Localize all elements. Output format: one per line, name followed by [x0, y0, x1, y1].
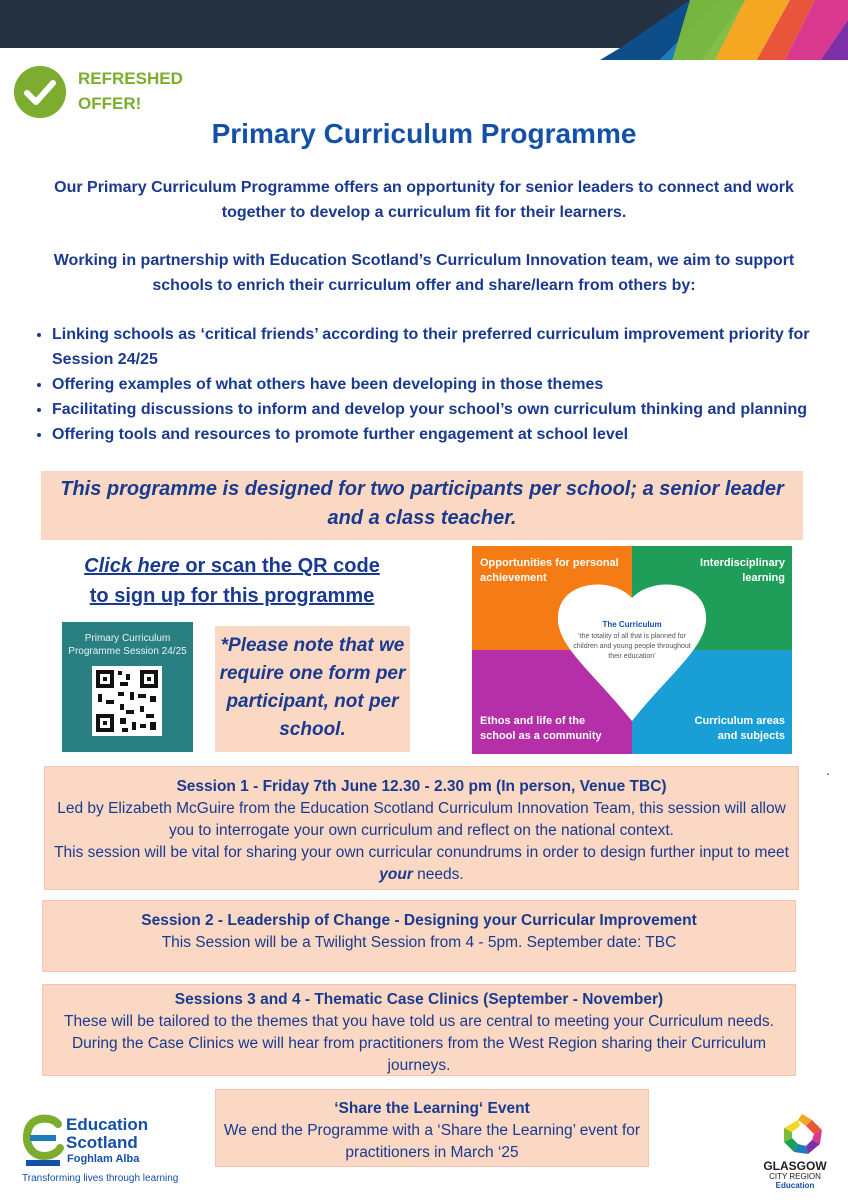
es-line-2: Scotland [66, 1133, 138, 1152]
signup-text [72, 551, 392, 611]
session-1-text-2 [45, 842, 798, 886]
wheel-label-bl: Ethos and life of the school as a community [480, 715, 602, 742]
session-1-text: Led by Elizabeth McGuire from the Education Scotland Curriculum Innovation Team, this session will allow you to interrogate your own curriculum and reflect on the national context. [57, 800, 786, 839]
gcr-line-1: GLASGOW [763, 1159, 827, 1173]
benefits-list [30, 322, 842, 447]
list-item: • Offering examples of what others have been developing in those themes [52, 372, 842, 397]
refreshed-offer-label [78, 66, 218, 116]
session-3-4-heading: Sessions 3 and 4 - Thematic Case Clinics (September - November) [174, 991, 664, 1008]
session-1-heading: Session 1 - Friday 7th June 12.30 - 2.30 pm (In person, Venue TBC) [176, 778, 667, 795]
education-scotland-name [66, 1116, 186, 1152]
stray-dot: . [826, 762, 830, 778]
header-stripe-bar [0, 0, 848, 60]
wheel-center-title: The Curriculum [602, 620, 662, 629]
es-gaelic-name: Foghlam Alba [67, 1153, 140, 1165]
form-note: *Please note that we require one form per participant, not per school. [215, 626, 410, 752]
badge-line-1: REFRESHED [78, 69, 183, 88]
session-2-heading: Session 2 - Leadership of Change - Designing your Curricular Improvement [141, 912, 697, 929]
qr-card-title: Primary Curriculum Programme Session 24/25 [68, 633, 187, 657]
intro-paragraph-1: Our Primary Curriculum Programme offers an opportunity for senior leaders to connect and work together to develop a curriculum fit for their learners. [54, 179, 794, 221]
badge-line-2: OFFER! [78, 94, 142, 113]
list-item: • Facilitating discussions to inform and develop your school’s own curriculum thinking and planning [52, 397, 842, 422]
wheel-label-br: Curriculum areas and subjects [694, 715, 785, 742]
page-title: Primary Curriculum Programme [211, 118, 637, 149]
share-learning-box [215, 1089, 649, 1167]
list-item: • Offering tools and resources to promote further engagement at school level [52, 422, 842, 447]
session-1-p2-end: needs. [412, 866, 464, 883]
session-2-box [42, 900, 796, 972]
session-2-text: This Session will be a Twilight Session from 4 - 5pm. September date: TBC [161, 934, 677, 951]
session-1-p2: This session will be vital for sharing your own curricular conundrums in order to design further input to meet [54, 844, 789, 861]
gcr-line-3: Education [775, 1181, 815, 1190]
education-scotland-logo-icon [22, 1114, 64, 1170]
wheel-center-text: ‘the totality of all that is planned for children and young people throughout their education’ [573, 633, 691, 660]
share-learning-text: We end the Programme with a ‘Share the Learning’ event for practitioners in March ‘25 [223, 1122, 641, 1161]
session-3-4-box [42, 984, 796, 1076]
wheel-label-tl: Opportunities for personal achievement [480, 557, 619, 584]
session-1-emphasis: your [379, 866, 413, 883]
session-1-box [44, 766, 799, 890]
glasgow-city-region-text [755, 1160, 835, 1190]
qr-code-icon[interactable] [92, 666, 162, 736]
participants-banner: This programme is designed for two participants per school; a senior leader and a class teacher. [41, 471, 803, 540]
curriculum-diagram [472, 546, 792, 754]
es-tagline: Transforming lives through learning [22, 1173, 179, 1184]
share-learning-heading: ‘Share the Learning‘ Event [334, 1100, 530, 1117]
qr-code-card[interactable] [62, 622, 193, 752]
es-line-1: Education [66, 1115, 149, 1134]
signup-rest: or scan the QR code to sign up for this programme [89, 555, 380, 607]
wheel-label-tr: Interdisciplinary learning [700, 557, 785, 584]
intro-paragraph-2: Working in partnership with Education Scotland’s Curriculum Innovation team, we aim to support schools to enrich their curriculum offer and share/learn from others by: [53, 252, 795, 294]
checkmark-icon [14, 66, 66, 118]
session-3-4-text: These will be tailored to the themes that you have told us are central to meeting your Curriculum needs. During the Case Clinics we will hear from practitioners from the West Region sharing their Curriculum journeys. [64, 1013, 774, 1074]
gcr-line-2: CITY REGION [769, 1172, 821, 1181]
glasgow-city-region-logo-icon [778, 1112, 826, 1158]
list-item: • Linking schools as ‘critical friends’ according to their preferred curriculum improvement priority for Session 24/25 [52, 322, 842, 372]
click-here-link[interactable]: Click here [84, 555, 180, 577]
